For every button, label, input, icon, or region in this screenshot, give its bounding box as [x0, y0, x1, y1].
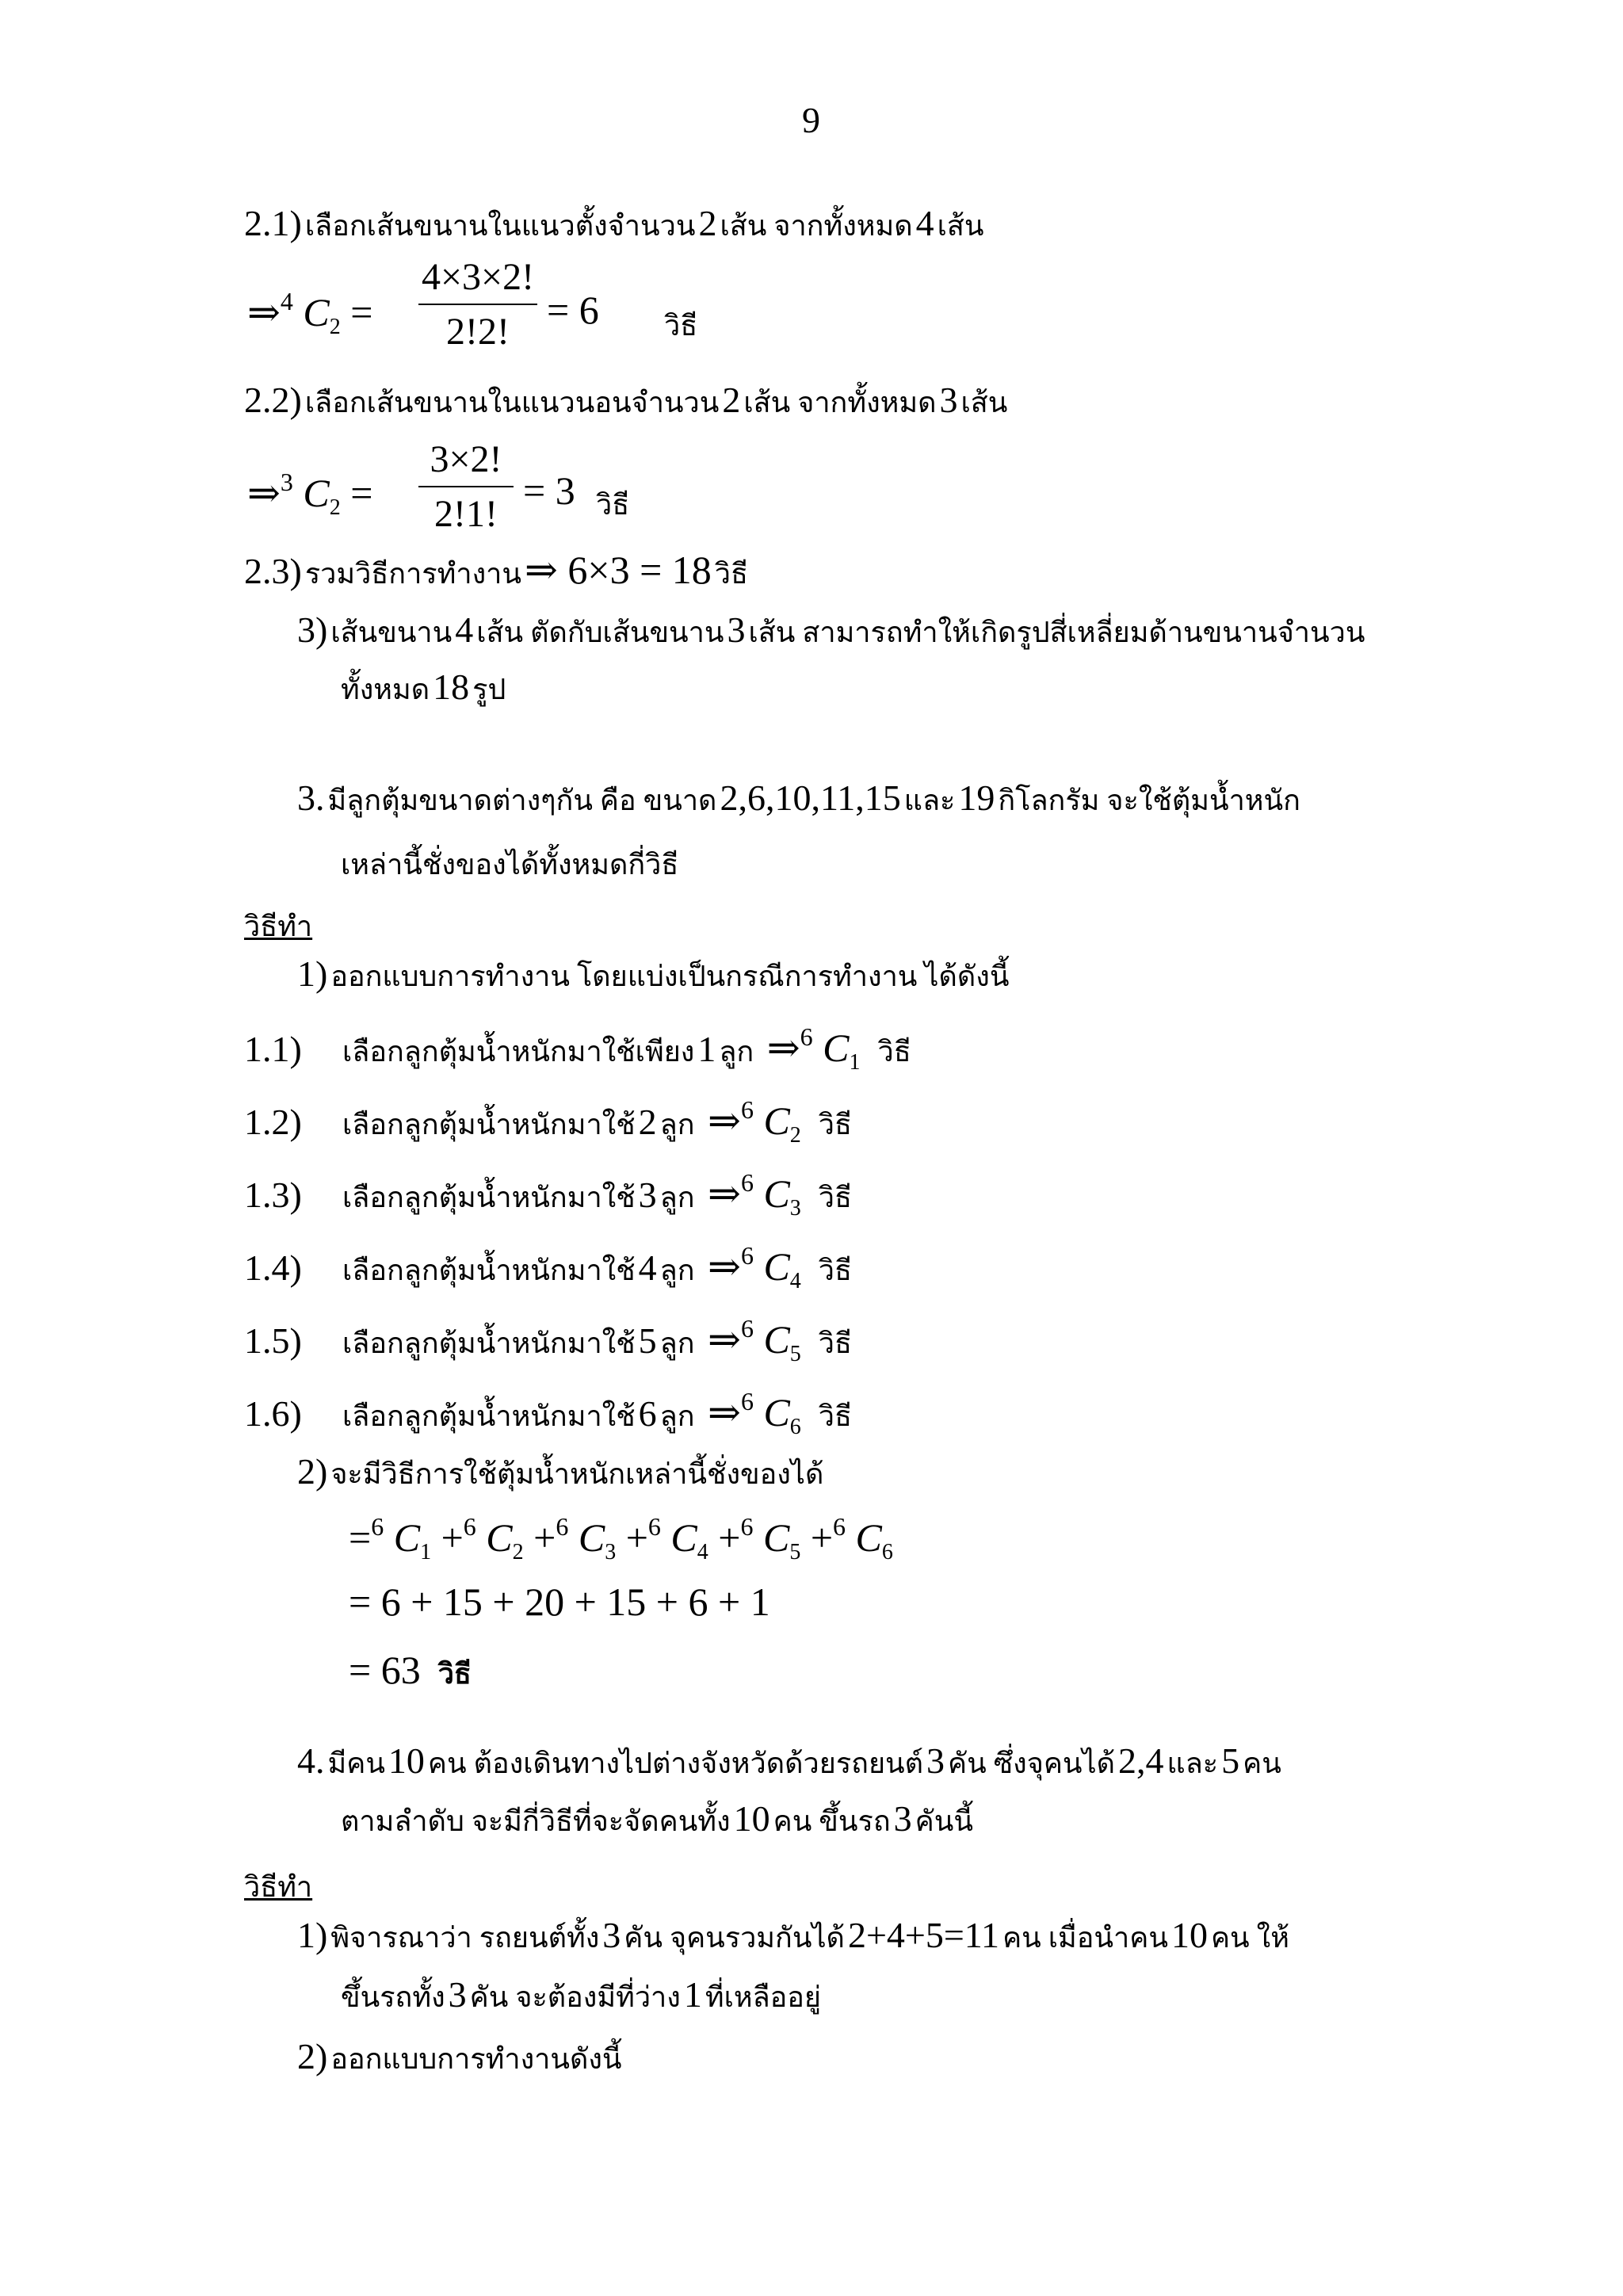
step-label: 1)	[297, 953, 328, 994]
q4-step-2: 2) ออกแบบการทำงานดังนี้	[297, 2036, 622, 2076]
q3-step-2: 2) จะมีวิธีการใช้ตุ้มน้ำหนักเหล่านี้ชั่งของได้	[297, 1451, 824, 1492]
fraction	[418, 255, 537, 353]
implies-combination: ⇒$^3$ $C_2$ =	[247, 468, 373, 520]
implies-combination: ⇒$^4$ $C_2$ =	[247, 287, 373, 339]
step-label: 2.1)	[244, 203, 302, 243]
step-label: 2)	[297, 1451, 328, 1492]
question-4-line-1: 4. มีคน 10 คน ต้องเดินทางไปต่างจังหวัดด้วยรถยนต์ 3 คัน ซึ่งจุคนได้ 2,4 และ 5 คน	[297, 1740, 1281, 1781]
case-row: 1.2) เลือกลูกตุ้มน้ำหนักมาใช้ 2 ลูก ⇒$^6$ $C_2$ วิธี	[244, 1095, 852, 1148]
numerator: 3×2!	[430, 438, 502, 480]
final-result: = 63 วิธี	[349, 1648, 472, 1692]
case-row: 1.1) เลือกลูกตุ้มน้ำหนักมาใช้เพียง 1 ลูก ⇒$^6$ $C_1$ วิธี	[244, 1022, 911, 1075]
numerator: 4×3×2!	[421, 256, 535, 298]
step-3-line-2: ทั้งหมด 18 รูป	[341, 667, 506, 707]
step-label: 2.2)	[244, 380, 302, 420]
step-label: 2)	[297, 2036, 328, 2076]
fraction	[418, 437, 514, 536]
step-3-line-1: 3) เส้นขนาน 4 เส้น ตัดกับเส้นขนาน 3 เส้น สามารถทำให้เกิดรูปสี่เหลี่ยมด้านขนานจำนวน	[297, 609, 1365, 650]
solution-heading: วิธีทำ	[244, 911, 313, 942]
step-label: 1)	[297, 1915, 328, 1955]
page-number: 9	[802, 100, 820, 140]
sum-values: = 6 + 15 + 20 + 15 + 6 + 1	[349, 1580, 770, 1624]
question-4-line-2: ตามลำดับ จะมีกี่วิธีที่จะจัดคนทั้ง 10 คน ขึ้นรถ 3 คันนี้	[341, 1798, 973, 1839]
step-2-1-line: 2.1) เลือกเส้นขนานในแนวตั้งจำนวน 2 เส้น จากทั้งหมด 4 เส้น	[244, 203, 984, 243]
question-number: 3.	[297, 777, 325, 818]
case-row: 1.5) เลือกลูกตุ้มน้ำหนักมาใช้ 5 ลูก ⇒$^6$ $C_5$ วิธี	[244, 1314, 852, 1366]
denominator: 2!1!	[434, 493, 498, 535]
case-row: 1.3) เลือกลูกตุ้มน้ำหนักมาใช้ 3 ลูก ⇒$^6$ $C_3$ วิธี	[244, 1168, 852, 1221]
fraction-bar	[418, 304, 537, 305]
denominator: 2!2!	[446, 311, 510, 353]
step-2-3-line: 2.3) รวมวิธีการทำงาน ⇒ 6×3 = 18 วิธี	[244, 548, 748, 592]
q3-step-1: 1) ออกแบบการทำงาน โดยแบ่งเป็นกรณีการทำงาน ได้ดังนี้	[297, 953, 1010, 994]
unit: วิธี	[596, 489, 630, 521]
sum-of-combinations: =$^6$ $C_1 +^6$ $C_2 +^6$ $C_3 +^6$ $C_4 +^6$ $C_5 +^6$ $C_6$	[349, 1512, 893, 1564]
question-number: 4.	[297, 1740, 325, 1781]
q4-step-1-line-2: ขึ้นรถทั้ง 3 คัน จะต้องมีที่ว่าง 1 ที่เหลืออยู่	[341, 1974, 822, 2015]
solution-heading: วิธีทำ	[244, 1871, 313, 1903]
fraction-bar	[418, 486, 514, 487]
question-3-line-1: 3. มีลูกตุ้มขนาดต่างๆกัน คือ ขนาด 2,6,10,11,15 และ 19 กิโลกรัม จะใช้ตุ้มน้ำหนัก	[297, 777, 1300, 818]
step-2-2-line: 2.2) เลือกเส้นขนานในแนวนอนจำนวน 2 เส้น จากทั้งหมด 3 เส้น	[244, 380, 1008, 420]
case-row: 1.6) เลือกลูกตุ้มน้ำหนักมาใช้ 6 ลูก ⇒$^6$ $C_6$ วิธี	[244, 1387, 852, 1439]
step-label: 2.3)	[244, 551, 302, 591]
case-row: 1.4) เลือกลูกตุ้มน้ำหนักมาใช้ 4 ลูก ⇒$^6$ $C_4$ วิธี	[244, 1241, 852, 1293]
question-3-line-2: เหล่านี้ชั่งของได้ทั้งหมดกี่วิธี	[341, 849, 679, 881]
unit: วิธี	[664, 310, 698, 342]
q4-step-1-line-1: 1) พิจารณาว่า รถยนต์ทั้ง 3 คัน จุคนรวมกันได้ 2+4+5=11 คน เมื่อนำคน 10 คน ให้	[297, 1915, 1289, 1955]
result: = 3	[523, 468, 575, 513]
step-label: 3)	[297, 609, 328, 650]
result: = 6	[547, 288, 599, 332]
